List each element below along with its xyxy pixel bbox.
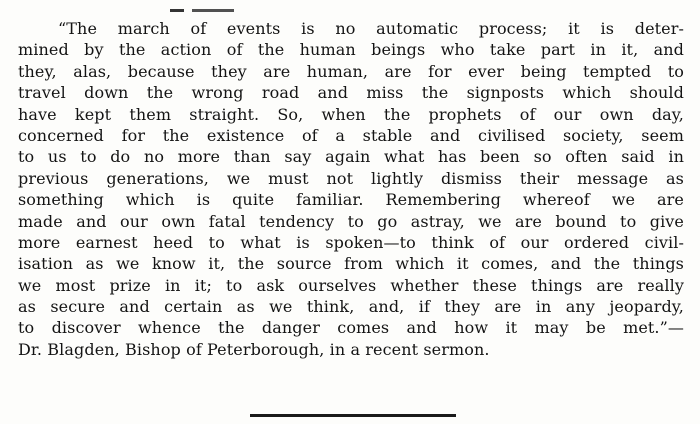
quote-line: “The march of events is no automatic process; it is deter- <box>58 19 684 38</box>
quote-line: something which is quite familiar. Remembering whereof we are <box>18 190 684 210</box>
quote-line: previous generations, we must not lightly dismiss their message as <box>18 168 684 188</box>
quote-line: travel down the wrong road and miss the signposts which should <box>18 83 684 103</box>
quote-line: isation as we know it, the source from which it comes, and the things <box>18 254 684 274</box>
quote-line: more earnest heed to what is spoken—to think of our ordered civil- <box>18 232 684 252</box>
quote-line: made and our own fatal tendency to go astray, we are bound to give <box>18 211 684 231</box>
quote-line: concerned for the existence of a stable and civilised society, seem <box>18 125 684 145</box>
quote-line: we most prize in it; to ask ourselves whether these things are really <box>18 275 684 295</box>
quote-paragraph <box>18 18 684 360</box>
quote-line: to us to do no more than say again what has been so often said in <box>18 147 684 167</box>
attribution-line: Dr. Blagden, Bishop of Peterborough, in a recent sermon. <box>18 339 490 359</box>
quote-line: mined by the action of the human beings who take part in it, and <box>18 40 684 60</box>
section-divider-rule <box>250 414 456 417</box>
quote-line: have kept them straight. So, when the prophets of our own day, <box>18 104 684 124</box>
top-ink-mark <box>170 9 266 12</box>
quote-line: as secure and certain as we think, and, if they are in any jeopardy, <box>18 297 684 317</box>
quote-line: to discover whence the danger comes and how it may be met.”— <box>18 318 684 338</box>
quote-line: they, alas, because they are human, are for ever being tempted to <box>18 61 684 81</box>
